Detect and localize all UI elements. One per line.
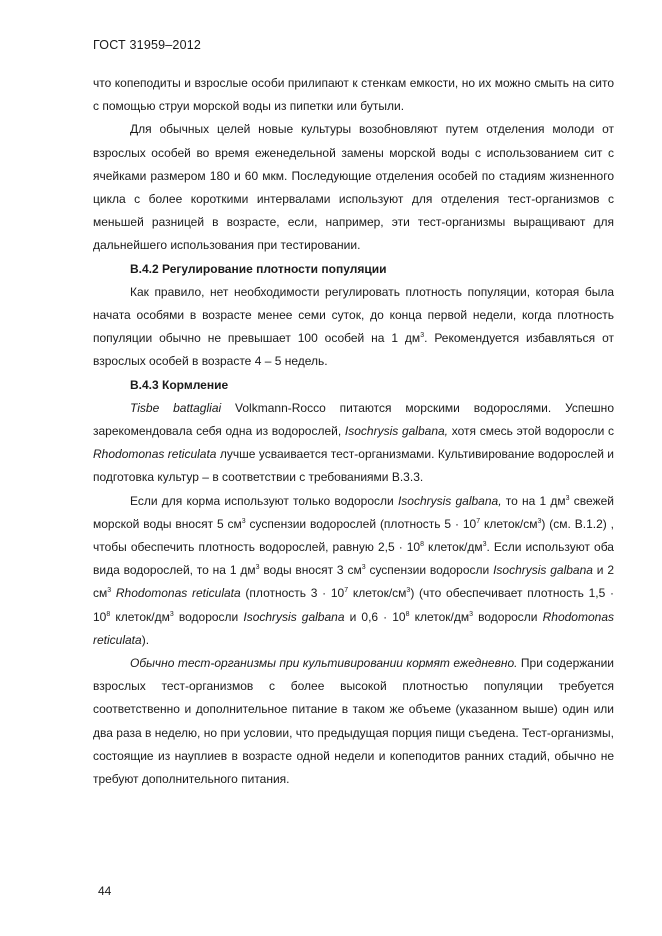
document-header: ГОСТ 31959–2012: [93, 38, 202, 52]
paragraph-culture-continuation: что копеподиты и взрослые особи прилипают к стенкам емкости, но их можно смыть на сито с помощью струи морской воды из пипетки или бутыли.: [93, 76, 614, 114]
paragraph-feeding-algae: Tisbe battagliai Volkmann-Rocco питаются морскими водорослями. Успешно зарекомендовала себя одна из водорослей, Isochrysis galbana, хотя смесь этой водоросли с Rhodomonas reticulata лучше усваивается тест-организмами. Культивирование водорослей и подготовка культур – в соответствии с требованиями В.3.3.: [93, 400, 615, 485]
paragraph-feeding-doses: Если для корма используют только водоросли Isochrysis galbana, то на 1 $дм^3$ свежей морской воды вносят 5 $см^3$ суспензии водорослей (плотность $5 \cdot 10^7$ клеток/$см^3$) (см. В.1.2) , чтобы обеспечить плотность водорослей, равную $2,5 \cdot 10^8$ клеток/$дм^3$. Если используют оба вида водорослей, то на 1 $дм^3$ воды вносят 3 $см^3$ суспензии водоросли Isochrysis galbana и 2 $см^3$ Rhodomonas reticulata (плотность $3 \cdot 10^7$ клеток/$см^3$) (что обеспечивает плотность $1,5 \cdot 10^8$ клеток/$дм^3$ водоросли Isochrysis galbana и $0,6 \cdot 10^8$ клеток/$дм^3$ водоросли Rhodomonas reticulata).: [93, 493, 615, 647]
paragraph-feeding-frequency: Обычно тест-организмы при культивировании кормят ежедневно. При содержании взрослых тест-организмов с более высокой плотностью популяции требуется соответственно и дополнительное питание в таком же объеме (указанном выше) один или два раза в неделю, но при условии, что предыдущая порция пищи съедена. Тест-организмы, состоящие из науплиев в возрасте одной недели и копеподитов ранних стадий, обычно не требуют дополнительного питания.: [93, 656, 614, 787]
paragraph-density: Как правило, нет необходимости регулировать плотность популяции, которая была начата особями в возрасте менее семи суток, до конца первой недели, когда плотность популяции обычно не превышает 100 особей на 1 $дм^3$. Рекомендуется избавляться от взрослых особей в возрасте 4 – 5 недель.: [93, 284, 614, 369]
page-content: [93, 72, 614, 791]
page-number: 44: [98, 884, 112, 898]
section-heading-feeding: В.4.3 Кормление: [130, 377, 229, 392]
paragraph-culture-renewal: Для обычных целей новые культуры возобновляют путем отделения молоди от взрослых особей во время еженедельной замены морской воды с использованием сит с ячейками размером 180 и 60 мкм. Последующие отделения особей по стадиям жизненного цикла с более короткими интервалами используют для отделения тест-организмов с меньшей разницей в возрасте, если, например, эти тест-организмы выращивают для дальнейшего использования при тестировании.: [93, 122, 614, 253]
section-heading-density: В.4.2 Регулирование плотности популяции: [130, 261, 387, 276]
